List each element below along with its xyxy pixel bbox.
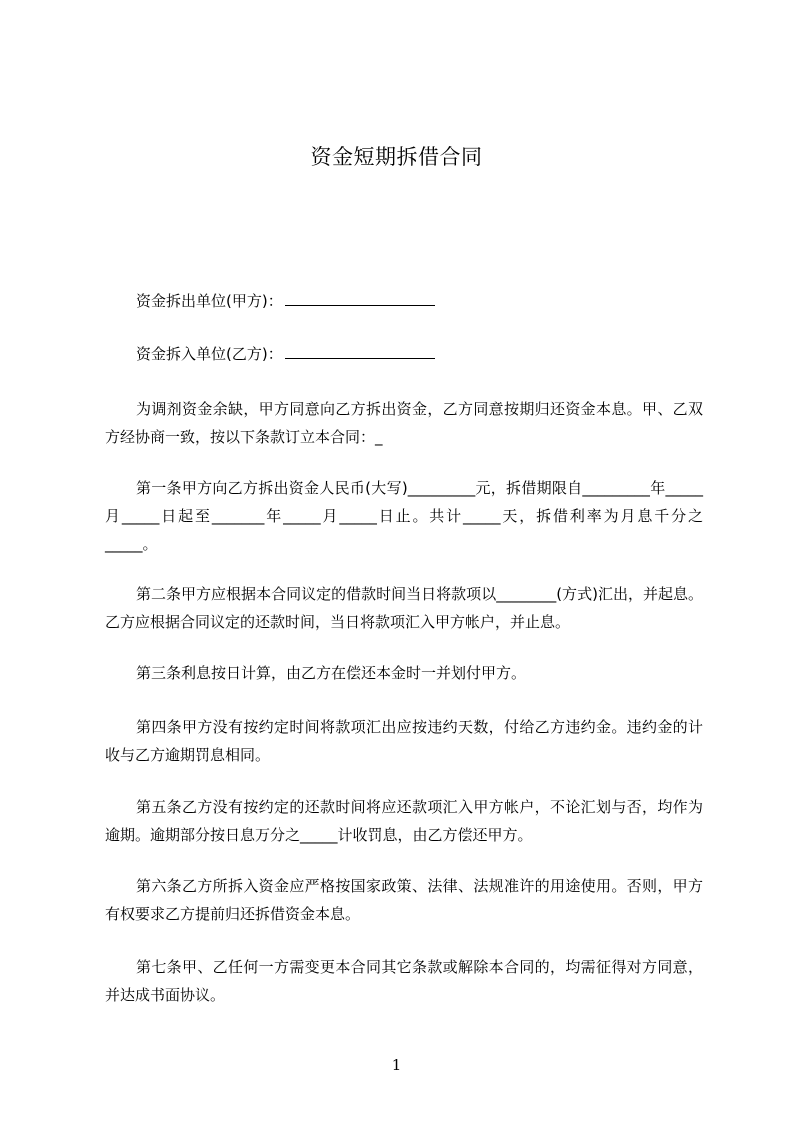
borrower-field [136,344,435,364]
article-4-paragraph: 第四条甲方没有按约定时间将款项汇出应按违约天数，付给乙方违约金。违约金的计收与乙方逾期罚息相同。 [105,718,703,764]
article-3-paragraph: 第三条利息按日计算，由乙方在偿还本金时一并划付甲方。 [136,664,527,682]
borrower-blank-line[interactable] [285,344,435,359]
article-1-paragraph: 第一条甲方向乙方拆出资金人民币(大写)_________元，拆借期限自_________年_____月_____日起至_______年_____月_____日止。共计_____天，拆借利率为月息千分之_____。 [105,479,703,553]
article-7-paragraph: 第七条甲、乙任何一方需变更本合同其它条款或解除本合同的，均需征得对方同意，并达成书面协议。 [105,958,703,1004]
lender-blank-line[interactable] [285,291,435,306]
article-5-paragraph: 第五条乙方没有按约定的还款时间将应还款项汇入甲方帐户，不论汇划与否，均作为逾期。逾期部分按日息万分之_____计收罚息，由乙方偿还甲方。 [105,798,703,844]
lender-label: 资金拆出单位(甲方)： [136,292,283,310]
document-title: 资金短期拆借合同 [310,145,483,169]
lender-field [136,291,435,311]
article-6-paragraph: 第六条乙方所拆入资金应严格按国家政策、法律、法规准许的用途使用。否则，甲方有权要求乙方提前归还拆借资金本息。 [105,877,703,923]
preamble-paragraph: 为调剂资金余缺，甲方同意向乙方拆出资金，乙方同意按期归还资金本息。甲、乙双方经协商一致，按以下条款订立本合同：_ [105,400,703,446]
page-number: 1 [391,1056,402,1074]
article-2-paragraph: 第二条甲方应根据本合同议定的借款时间当日将款项以________(方式)汇出，并起息。乙方应根据合同议定的还款时间，当日将款项汇入甲方帐户，并止息。 [105,585,703,631]
borrower-label: 资金拆入单位(乙方)： [136,345,283,363]
